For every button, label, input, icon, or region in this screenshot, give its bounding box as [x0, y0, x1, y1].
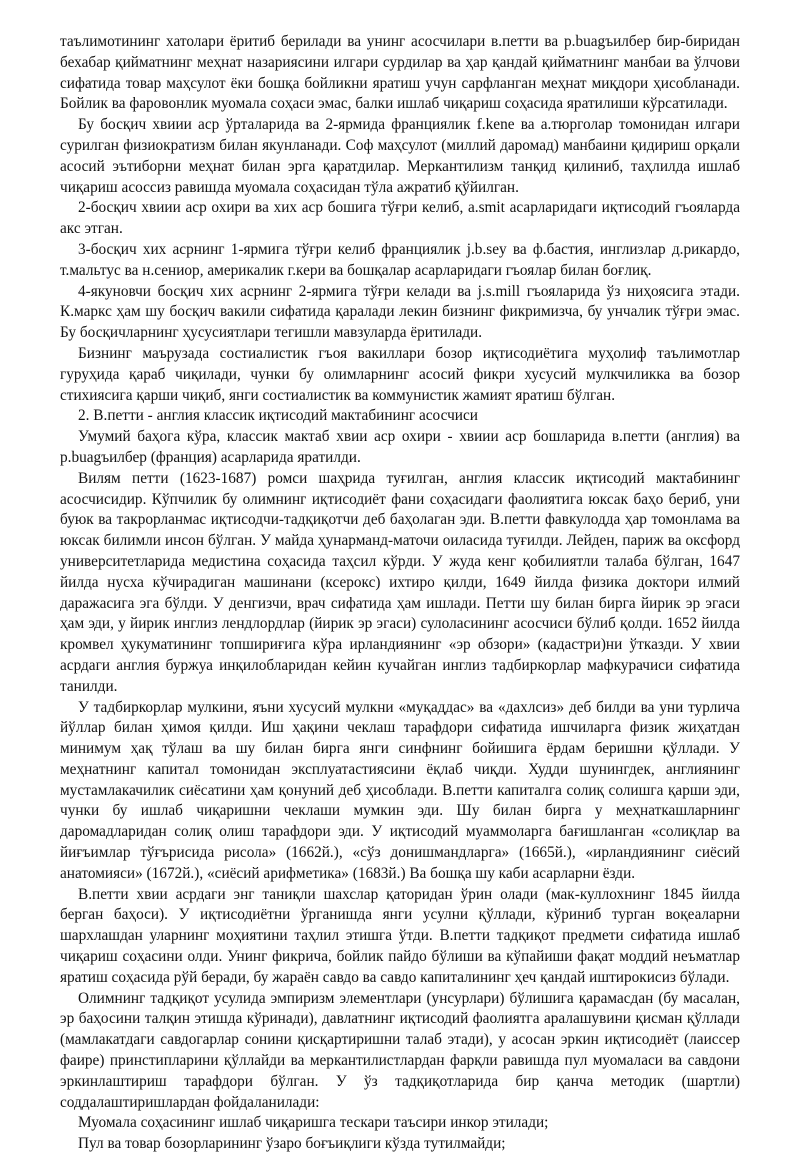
paragraph-stage-3: 3-босқич хих асрнинг 1-ярмига тўғри келиб франциялик j.b.sey ва ф.бастия, инглизлар д.рикардо, т.мальтус ва н.сениор, америкалик г.кери ва бошқалар асарларидаги гъоялар билан боғлиқ.	[60, 240, 740, 279]
paragraph-petty-biography: Вилям петти (1623-1687) ромси шаҳрида туғилган, англия классик иқтисодий мактабининг асосчисидир. Кўпчилик бу олимнинг иқтисодиёт фани соҳасидаги фаолиятига юксак баҳо бериб, уни буюк ва такрорланмас иқтисодчи-тадқиқотчи деб баҳолаган эди. В.петти фавкулодда ҳар томонлама ва юксак билимли инсон бўлган. У майда ҳунарманд-маточи оиласида туғилди. Лейден, париж ва оксфорд университетларида медистина соҳасида таҳсил кўрди. У жуда кенг қобилиятли талаба бўлган, 1647 йилда нусха кўчирадиган машинани (ксерокс) ихтиро қилди, 1649 йилда физика доктори илмий даражасига эга бўлди. У денгизчи, врач сифатида ҳам ишлади. Петти шу билан бирга йирик эр эгаси ҳам эди, у йирик инглиз лендлордлар (йирик эр эгаси) сулоласининг асосчиси бўлиб қолди. 1652 йилда кромвел ҳукуматининг топшириғига кўра ирландиянинг «эр обзори» (кадастри)ни ўтказди. У хвии асрдаги англия буржуа инқилобларидан кейин кучайган инглиз тадбиркорлар мафкурачиси сифатида танилди.	[60, 469, 740, 695]
paragraph-socialist-ideas: Бизнинг маърузада состиалистик гъоя вакиллари бозор иқтисодиётига муҳолиф таълимотлар гуруҳида қараб чиқилади, чунки бу олимларнинг асосий фикри хусусий мулкчиликка ва бозор стихиясига қарши чиқиб, янги состиалистик ва коммунистик жамият яратиш бўлган.	[60, 344, 740, 404]
paragraph-stage-4: 4-якуновчи босқич хих асрнинг 2-ярмига тўғри келади ва j.s.mill гъояларида ўз ниҳоясига этади. К.маркс ҳам шу босқич вакили сифатида қаралади лекин бизнинг фикримизча, бу унчалик тўғри эмас. Бу босқичларнинг ҳусусиятлари тегишли мавзуларда ёритилади.	[60, 282, 740, 342]
paragraph-classical-school: Умумий баҳога кўра, классик мактаб хвии аср охири - хвиии аср бошларида в.петти (англия) ва p.buagъилбер (франция) асарларида яратилди.	[60, 428, 740, 466]
paragraph-stage-physiocrats: Бу босқич хвиии аср ўрталарида ва 2-ярмида франциялик f.kene ва а.тюрголар томонидан илгари сурилган физиократизм билан якунланади. Соф маҳсулот (миллий даромад) манбаини қидириш орқали асосий эътиборни меҳнат билан эрга қаратдилар. Меркантилизм танқид қилиниб, таҳлилда ишлаб чиқариш асоссиз равишда муомала соҳасидан тўла ажратиб қўйилган.	[60, 116, 740, 196]
section-heading: 2. В.петти - англия классик иқтисодий мактабининг асосчиси	[78, 407, 478, 425]
paragraph-continuation: таълимотининг хатолари ёритиб берилади ва унинг асосчилари в.петти ва p.buagъилбер бир-биридан бехабар қийматнинг меҳнат назариясини илгари сурдилар ва ҳар қандай қийматнинг манбаи ва ўлчови сифатида товар маҳсулот ёки бошқа бойликни яратиш учун сарфланган меҳнат миқдори ҳисобланади. Бойлик ва фаровонлик муомала соҳаси эмас, балки ишлаб чиқариш соҳасида яратилиши кўрсатилади.	[60, 33, 740, 113]
paragraph-stage-2: 2-босқич хвиии аср охири ва хих аср бошига тўғри келиб, a.smit асарларидаги иқтисодий гъояларда акс этган.	[60, 199, 740, 238]
list-item: Муомала соҳасининг ишлаб чиқаришга тескари таъсири инкор этилади;	[78, 1114, 549, 1132]
list-item: Пул ва товар бозорларининг ўзаро боғъиқлиги кўзда тутилмайди;	[78, 1135, 506, 1153]
paragraph-private-property: У тадбиркорлар мулкини, яъни хусусий мулкни «муқаддас» ва «дахлсиз» деб билди ва уни турлича йўллар билан ҳимоя қилди. Иш ҳақини чеклаш тарафдори сифатида ишчиларга физик жиҳатдан минимум ҳақ тўлаш ва шу билан бирга янги синфнинг бойишига ёрдам беришни қўллади. У меҳнатнинг капитал томонидан эксплуатастиясини ёқлаб чиқди. Худди шунингдек, англиянинг мустамлакачилик сиёсатини ҳам қонуний деб ҳисоблади. В.петти капиталга солиқ солишга қарши эди, чунки бу ишлаб чиқаришни чеклаши мумкин эди. Шу билан бирга у меҳнаткашларнинг даромадларидан солиқ олиш тарафдори эди. У иқтисодий муаммоларга бағишланган «солиқлар ва йиғъимлар тўғърисида рисола» (1662й.), «сўз донишмандларга» (1665й.), «ирландиянинг сиёсий анатомияси» (1672й.), «сиёсий арифметика» (1683й.) Ва бошқа шу каби асарларни ёзди.	[60, 698, 740, 882]
paragraph-petty-method: В.петти хвии асрдаги энг таниқли шахслар қаторидан ўрин олади (мак-куллохнинг 1845 йилда берган баҳоси). У иқтисодиётни ўрганишда янги усулни қўллади, кўриниб турган воқеаларни шархлашдан уларнинг моҳиятини таҳлил этишга ўтди. В.петти тадқиқот предмети сифатида ишлаб чиқариш соҳасини олди. Унинг фикрича, бойлик пайдо бўлиши ва кўпайиши фақат моддий неъматлар яратиш соҳасида рўй беради, бу жараён савдо ва савдо капиталининг ҳеч қандай иштирокисиз бўлади.	[60, 885, 740, 986]
paragraph-empiricism: Олимнинг тадқиқот усулида эмпиризм элементлари (унсурлари) бўлишига қарамасдан (бу масалан, эр баҳосини талқин этишда кўринади), давлатнинг иқтисодий фаолиятга аралашувини қисман қўллади (мамлакатдаги савдогарлар сонини қисқартиришни талаб этади), у асосан эркин иқтисодиёт (лаиссер фаире) принстипларини қўллайди ва меркантилистлардан фарқли равишда пул муомаласи ва савдони эркинлаштириш тарафдори бўлган. У ўз тадқиқотларида бир қанча методик (шартли) соддалаштиришлардан фойдаланилади:	[60, 989, 740, 1111]
